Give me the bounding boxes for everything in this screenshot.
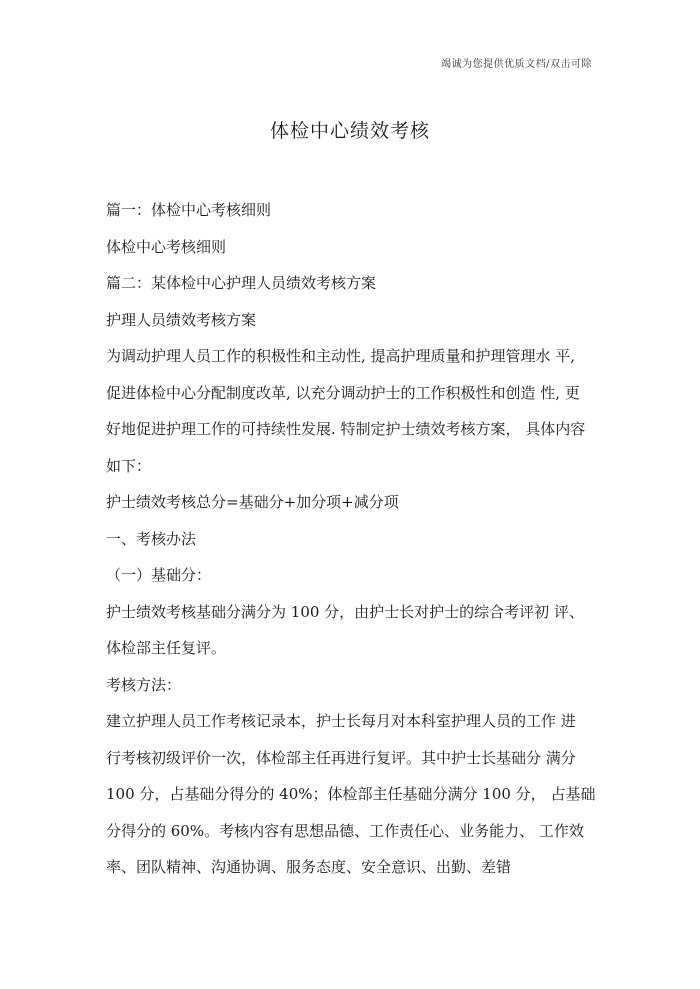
text-line: 100 分，占基础分得分的 40%；体检部主任基础分满分 100 分， 占基础 xyxy=(106,785,596,803)
document-body xyxy=(106,192,606,886)
text-line: 率、团队精神、沟通协调、服务态度、安全意识、出勤、差错 xyxy=(106,858,512,876)
text-line: 如下： xyxy=(106,456,152,475)
text-line: 体检部主任复评。 xyxy=(106,639,227,657)
text-line: 建立护理人员工作考核记录本，护士长每月对本科室护理人员的工作 进 xyxy=(106,712,576,730)
header-note: 竭诚为您提供优质文档/双击可除 xyxy=(441,59,592,70)
text-line: 行考核初级评价一次，体检部主任再进行复评。其中护士长基础分 满分 xyxy=(106,748,576,767)
text-line: 护士绩效考核基础分满分为 100 分，由护士长对护士的综合考评初 评、 xyxy=(106,602,584,621)
text-line: 篇二：某体检中心护理人员绩效考核方案 xyxy=(106,274,377,292)
text-line: 一、考核办法 xyxy=(106,529,197,548)
text-line: 护理人员绩效考核方案 xyxy=(106,310,257,329)
text-line: 为调动护理人员工作的积极性和主动性, 提高护理质量和护理管理水 平, xyxy=(106,347,576,365)
document-title: 体检中心绩效考核 xyxy=(269,120,430,142)
text-line: 体检中心考核细则 xyxy=(106,237,227,256)
text-line: （一）基础分： xyxy=(106,566,212,584)
text-line: 促进体检中心分配制度改革, 以充分调动护士的工作积极性和创造 性, 更 xyxy=(106,383,580,402)
text-line: 考核方法： xyxy=(106,675,182,694)
text-line: 护士绩效考核总分=基础分+加分项+减分项 xyxy=(106,493,399,511)
text-line: 分得分的 60%。考核内容有思想品德、工作责任心、业务能力、 工作效 xyxy=(106,821,584,840)
text-line: 篇一：体检中心考核细则 xyxy=(106,201,272,219)
text-line: 好地促进护理工作的可持续性发展. 特制定护士绩效考核方案， 具体内容 xyxy=(106,420,586,438)
